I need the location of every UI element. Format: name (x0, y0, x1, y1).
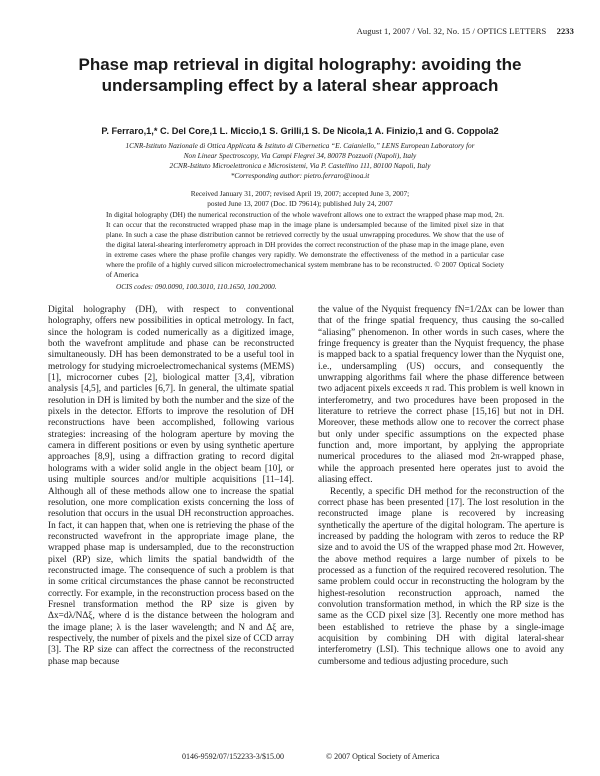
paper-title: Phase map retrieval in digital holography: avoiding the undersampling effect by a lateral shear approach (78, 55, 522, 95)
article-code: 0146-9592/07/152233-3/$15.00 (182, 752, 284, 761)
affiliation-line: 1CNR-Istituto Nazionale di Ottica Applicata & Istituto di Cibernetica “E. Caianiello,” LENS European Laboratory for (125, 141, 475, 150)
affiliation-line: 2CNR-Istituto Microelettronica e Microsistemi, Via P. Castellino 111, 80100 Napoli, Italy (169, 161, 431, 170)
dates-line: Received January 31, 2007; revised April 19, 2007; accepted June 3, 2007; (190, 189, 410, 198)
running-header (357, 26, 574, 36)
body-paragraph: Recently, a specific DH method for the reconstruction of the correct phase has been presented [17]. The lost resolution in the reconstructed image plane is recovered by increasing synthetically the aperture of the digital hologram. The aperture is increased by padding the hologram with zeros to reduce the RP size and to avoid the US of the wrapped phase mod 2π. However, the above method requires a large number of pixels to be processed as a function of the required recovered resolution. The same problem could occur in reconstructing the hologram by the highest-resolution reconstruction approach, named the convolution transformation method, in which the RP size is the same as the CCD pixel size [3]. Recently one more method has been established to retrieve the phase by a single-image acquisition by combining DH with digital lateral-shear interferometry (LSI). This technique allows one to avoid any cumbersome and tedious adjusting procedure, such (318, 486, 564, 667)
publication-dates (80, 189, 520, 209)
footer-copyright: © 2007 Optical Society of America (326, 752, 440, 761)
left-column (48, 305, 294, 668)
affiliations (80, 141, 520, 181)
ocis-codes: OCIS codes: 090.0090, 100.3010, 110.1650, 100.2000. (116, 282, 277, 291)
body-paragraph: the value of the Nyquist frequency fN=1/2Δx can be lower than that of the fringe spatial frequency, thus causing the so-called “aliasing” phenomenon. In other words in such cases, where the fringe frequency is greater than the Nyquist frequency, the phase is mapped back to a spatial frequency lower than the Nyquist one, i.e., undersampling (US) occurs, and consequently the unwrapping algorithms fail where the phase difference between two adjacent pixels exceeds π rad. This problem is well known in interferometry, and two procedures have been proposed in the literature to retrieve the correct phase [15,16] but not in DH. Moreover, these methods allow one to recover the correct phase but only under specific assumptions on the expected phase function and, more important, by applying the appropriate numerical procedures to the aliased mod 2π-wrapped phase, while the approach presented here operates just to avoid the aliasing effect. (318, 305, 564, 486)
journal-info: August 1, 2007 / Vol. 32, No. 15 / OPTICS LETTERS (356, 26, 547, 36)
corresponding-author: *Corresponding author: pietro.ferraro@inoa.it (230, 171, 370, 180)
page-number: 2233 (556, 26, 574, 36)
author-list: P. Ferraro,1,* C. Del Core,1 L. Miccio,1 S. Grilli,1 S. De Nicola,1 A. Finizio,1 and G. Coppola2 (101, 126, 499, 136)
right-column (318, 305, 564, 668)
abstract: In digital holography (DH) the numerical reconstruction of the whole wavefront allows one to extract the wrapped phase map mod, 2π. It can occur that the reconstructed wrapped phase map in the image plane is undersampled because of the limited pixel size in that plane. In such a case the phase distribution cannot be retrieved correctly by the usual unwrapping procedures. We show that the use of the digital lateral-shearing interferometry approach in DH provides the correct reconstruction of the phase map in the image plane, even in extreme cases where the phase profile changes very rapidly. We demonstrate the effectiveness of the method in a particular case where the profile of a highly curved silicon microelectromechanical system membrane has to be reconstructed. © 2007 Optical Society of America (106, 210, 504, 279)
dates-line: posted June 13, 2007 (Doc. ID 79614); published July 24, 2007 (207, 199, 393, 208)
body-paragraph: Digital holography (DH), with respect to conventional holography, offers new possibilities in optical metrology. In fact, since the hologram is coded numerically as a digitized image, both the wavefront amplitude and phase can be reconstructed simultaneously. DH has been demonstrated to be a useful tool in metrology for studying microelectromechanical systems (MEMS) [1], microcorner cubes [2], biological matter [3,4], vibration analysis [4,5], and particles [6,7]. In general, the ultimate spatial resolution in DH is limited by both the number and the size of the pixels in the detector. Efforts to improve the resolution of DH reconstructions have been accomplished, following various strategies: increasing of the hologram aperture by moving the camera in different positions or even by using synthetic aperture approaches [8,9], using a diffraction grating to record digital holograms with a wider solid angle in the object beam [10], or using multiple sources and/or multiple acquisitions [11–14]. Although all of these methods allow one to increase the spatial resolution, one more complication exists concerning the loss of resolution that occurs in the usual DH reconstruction approaches. In fact, it can happen that, when one is retrieving the phase of the reconstructed wavefront in the appropriate image plane, the wrapped phase map is undersampled, due to the reconstruction pixel (RP) size, which limits the spatial bandwidth of the reconstructed image. The consequence of such a problem is that in some critical circumstances the phase cannot be reconstructed correctly. For example, in the reconstruction process based on the Fresnel transformation method the RP size is given by Δx=dλ/NΔξ, where d is the distance between the hologram and the image plane; λ is the laser wavelength; and N and Δξ are, respectively, the number of pixels and the pixel size of CCD array [3]. The RP size can affect the correctness of the reconstructed phase map because (48, 305, 294, 667)
affiliation-line: Non Linear Spectroscopy, Via Campi Flegrei 34, 80078 Pozzuoli (Napoli), Italy (183, 151, 417, 160)
